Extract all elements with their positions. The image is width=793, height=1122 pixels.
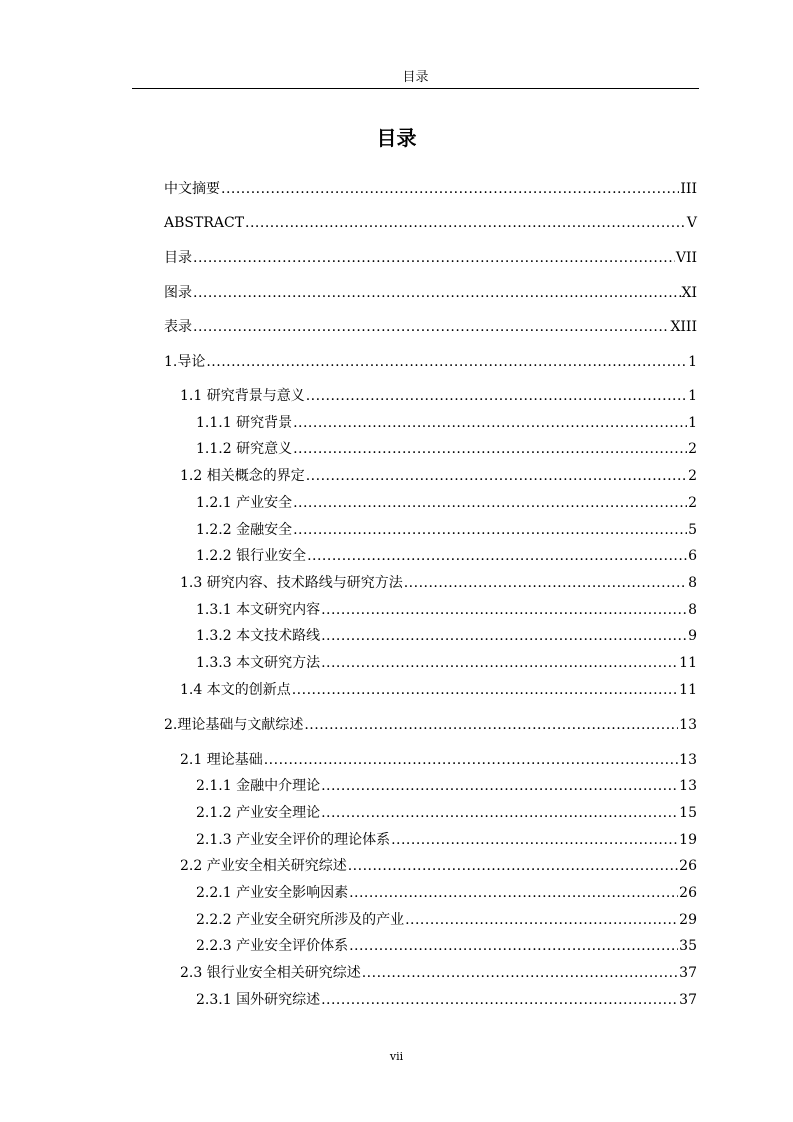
toc-entry-page: 8 <box>688 602 697 618</box>
toc-entry[interactable] <box>164 715 697 735</box>
toc-leader-dots <box>206 352 687 372</box>
toc-entry-title: 1.1 研究背景与意义 <box>180 388 305 404</box>
toc-entry[interactable] <box>196 600 697 620</box>
toc-entry-page: 37 <box>679 992 697 1008</box>
toc-entry-title: 2.理论基础与文献综述 <box>164 717 304 733</box>
toc-leader-dots <box>349 936 678 956</box>
toc-leader-dots <box>321 653 678 673</box>
toc-entry-title: 2.3.1 国外研究综述 <box>196 992 321 1008</box>
toc-entry[interactable] <box>196 910 697 930</box>
toc-entry-page: 26 <box>679 858 697 874</box>
toc-entry-page: 2 <box>688 495 697 511</box>
toc-leader-dots <box>245 213 686 233</box>
toc-entry-page: XIII <box>670 319 697 335</box>
toc-entry-page: 13 <box>679 778 697 794</box>
toc-entry[interactable] <box>180 856 697 876</box>
toc-entry[interactable] <box>180 750 697 770</box>
toc-leader-dots <box>264 750 678 770</box>
toc-leader-dots <box>321 626 687 646</box>
toc-leader-dots <box>321 600 687 620</box>
toc-entry-title: 2.2.3 产业安全评价体系 <box>196 938 349 954</box>
toc-entry-page: 5 <box>688 522 697 538</box>
toc-entry[interactable] <box>180 466 697 486</box>
toc-entry-title: 2.3 银行业安全相关研究综述 <box>180 965 361 981</box>
toc-leader-dots <box>193 283 681 303</box>
toc-leader-dots <box>349 883 678 903</box>
toc-entry[interactable] <box>180 680 697 700</box>
toc-leader-dots <box>321 776 678 796</box>
toc-entry[interactable] <box>196 546 697 566</box>
toc-entry[interactable] <box>196 830 697 850</box>
toc-entry[interactable] <box>196 439 697 459</box>
toc-leader-dots <box>362 963 678 983</box>
toc-leader-dots <box>292 680 678 700</box>
toc-entry-page: 15 <box>679 805 697 821</box>
toc-entry[interactable] <box>164 179 697 199</box>
toc-entry-page: 1 <box>688 388 697 404</box>
toc-entry-page: 2 <box>688 441 697 457</box>
toc-entry[interactable] <box>164 317 697 337</box>
toc-entry[interactable] <box>164 283 697 303</box>
toc-entry[interactable] <box>164 213 697 233</box>
toc-entry-page: 1 <box>688 354 697 370</box>
toc-entry-page: 11 <box>679 682 697 698</box>
page-title: 目录 <box>376 126 417 150</box>
toc-entry-title: 1.2.2 金融安全 <box>196 522 293 538</box>
toc-entry-page: 8 <box>688 575 697 591</box>
toc-leader-dots <box>221 179 679 199</box>
toc-leader-dots <box>306 466 687 486</box>
toc-entry[interactable] <box>196 493 697 513</box>
toc-entry-title: 1.1.2 研究意义 <box>196 441 293 457</box>
toc-entry-title: 2.1.3 产业安全评价的理论体系 <box>196 832 391 848</box>
toc-entry-page: 37 <box>679 965 697 981</box>
toc-leader-dots <box>321 990 678 1010</box>
toc-entry-title: 1.3.3 本文研究方法 <box>196 655 321 671</box>
toc-entry-page: VII <box>675 250 697 266</box>
toc-entry-page: XI <box>681 285 697 301</box>
running-header: 目录 <box>402 70 429 85</box>
toc-entry[interactable] <box>164 248 697 268</box>
toc-entry[interactable] <box>196 626 697 646</box>
toc-entry-page: III <box>680 181 697 197</box>
toc-entry-page: 26 <box>679 885 697 901</box>
toc-entry[interactable] <box>196 653 697 673</box>
toc-entry-title: 图录 <box>164 285 192 301</box>
toc-entry-title: 2.1.2 产业安全理论 <box>196 805 321 821</box>
toc-entry-title: 1.3 研究内容、技术路线与研究方法 <box>180 575 403 591</box>
toc-entry-title: 2.1 理论基础 <box>180 752 263 768</box>
toc-leader-dots <box>193 248 675 268</box>
toc-leader-dots <box>293 413 687 433</box>
toc-leader-dots <box>404 573 687 593</box>
toc-entry[interactable] <box>196 990 697 1010</box>
toc-entry-title: 中文摘要 <box>164 181 220 197</box>
toc-entry[interactable] <box>196 803 697 823</box>
toc-leader-dots <box>293 520 687 540</box>
toc-entry-page: 19 <box>679 832 697 848</box>
toc-entry-title: 2.2 产业安全相关研究综述 <box>180 858 347 874</box>
toc-entry[interactable] <box>196 520 697 540</box>
toc-entry[interactable] <box>180 963 697 983</box>
toc-leader-dots <box>293 493 687 513</box>
toc-entry-page: 1 <box>688 415 697 431</box>
toc-entry-title: 1.1.1 研究背景 <box>196 415 293 431</box>
toc-leader-dots <box>321 803 678 823</box>
toc-entry-title: 2.2.1 产业安全影响因素 <box>196 885 349 901</box>
toc-entry-title: 1.2.1 产业安全 <box>196 495 293 511</box>
toc-entry-page: 13 <box>679 752 697 768</box>
toc-entry-page: 35 <box>679 938 697 954</box>
toc-entry[interactable] <box>180 573 697 593</box>
toc-entry-title: 2.1.1 金融中介理论 <box>196 778 321 794</box>
toc-entry[interactable] <box>196 936 697 956</box>
toc-entry-title: 1.3.2 本文技术路线 <box>196 628 321 644</box>
toc-entry-title: 2.2.2 产业安全研究所涉及的产业 <box>196 912 405 928</box>
page-number: vii <box>389 1050 404 1063</box>
toc-leader-dots <box>391 830 678 850</box>
toc-entry-title: 1.2 相关概念的界定 <box>180 468 305 484</box>
toc-entry-page: 2 <box>688 468 697 484</box>
toc-entry[interactable] <box>180 386 697 406</box>
toc-entry-page: 13 <box>679 717 697 733</box>
toc-entry-page: 11 <box>679 655 697 671</box>
toc-entry[interactable] <box>164 352 697 372</box>
toc-entry-page: V <box>686 215 697 231</box>
toc-leader-dots <box>348 856 678 876</box>
toc-entry-title: 1.3.1 本文研究内容 <box>196 602 321 618</box>
toc-entry[interactable] <box>196 413 697 433</box>
toc-entry-title: 1.2.2 银行业安全 <box>196 548 307 564</box>
toc-leader-dots <box>193 317 669 337</box>
toc-entry-title: 目录 <box>164 250 192 266</box>
toc-leader-dots <box>304 715 678 735</box>
toc-leader-dots <box>293 439 687 459</box>
toc-entry-title: ABSTRACT <box>164 215 245 231</box>
toc-entry[interactable] <box>196 776 697 796</box>
toc-leader-dots <box>405 910 678 930</box>
toc-entry-page: 29 <box>679 912 697 928</box>
toc-leader-dots <box>306 386 687 406</box>
toc-entry-title: 1.导论 <box>164 354 206 370</box>
toc-entry[interactable] <box>196 883 697 903</box>
toc-entry-page: 9 <box>688 628 697 644</box>
toc-leader-dots <box>307 546 687 566</box>
toc-entry-title: 表录 <box>164 319 192 335</box>
toc-entry-page: 6 <box>688 548 697 564</box>
toc-entry-title: 1.4 本文的创新点 <box>180 682 291 698</box>
